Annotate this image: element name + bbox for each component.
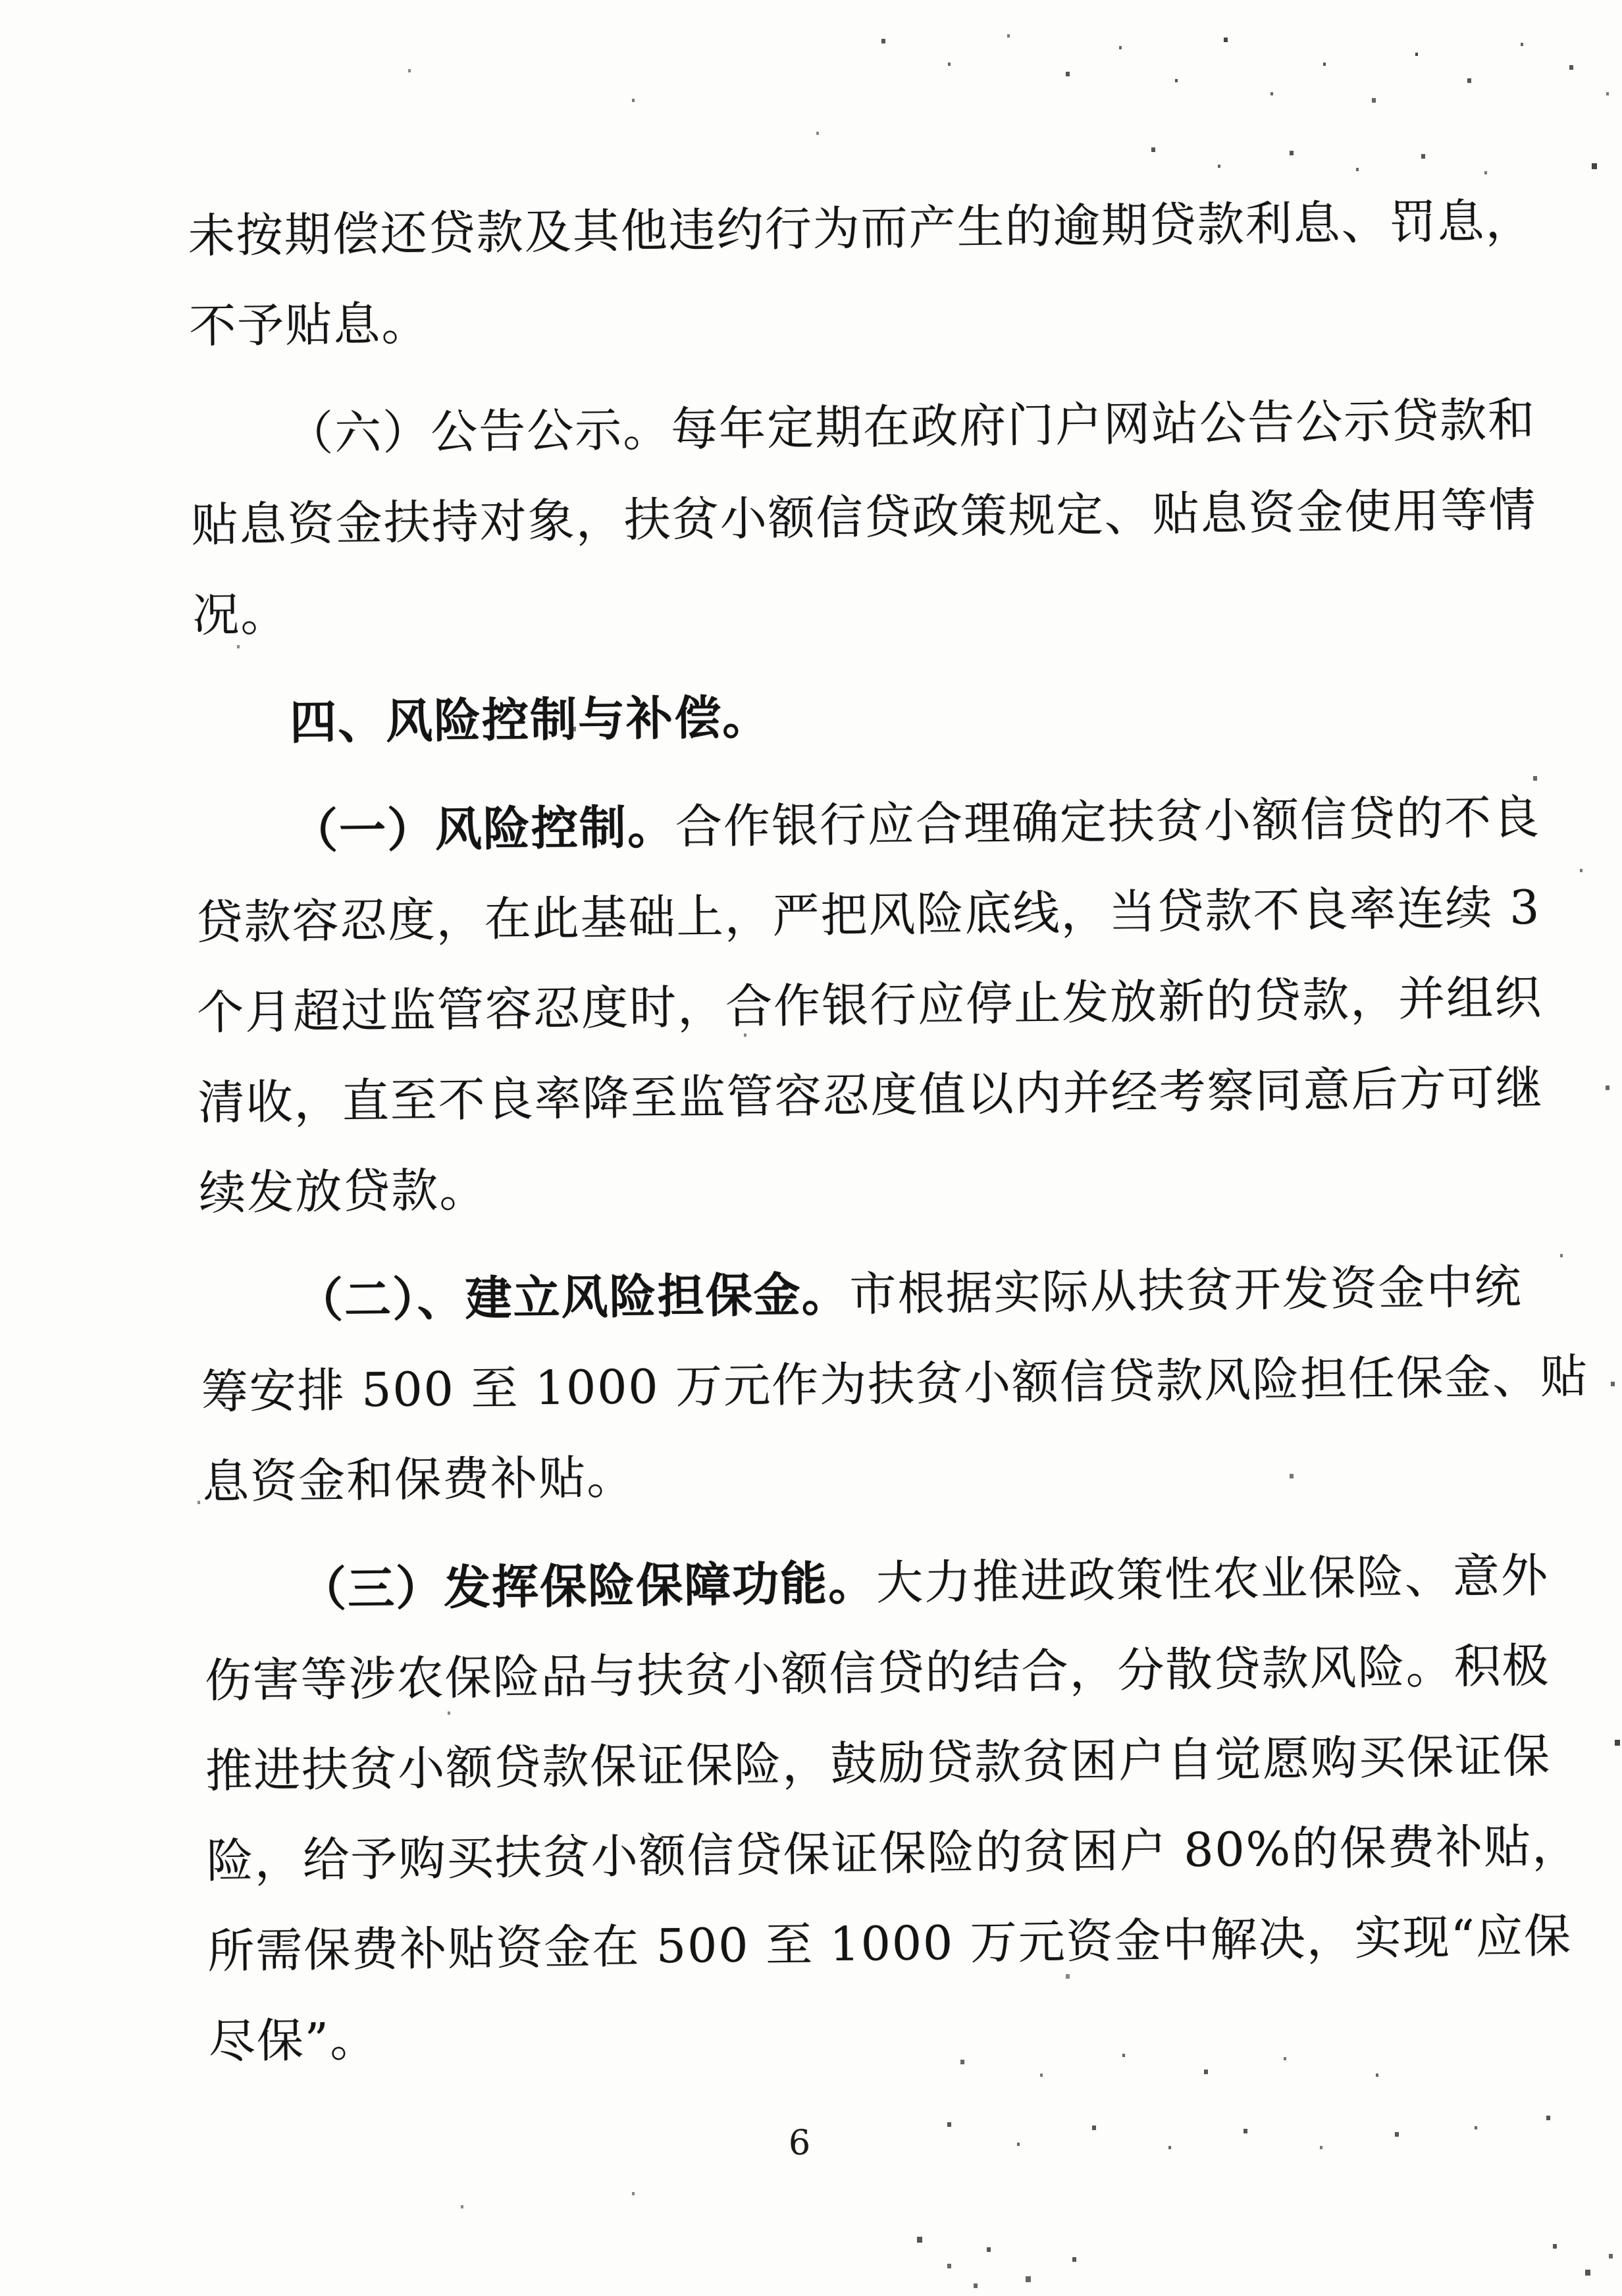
text-line [198, 1134, 1456, 1238]
page-number: 6 [789, 2124, 811, 2163]
paragraph-text: 清收，直至不良率降至监管容忍度值以内并经考察同意后方可继 [197, 1060, 1544, 1130]
paragraph-text: 所需保费补贴资金在 500 至 1000 万元资金中解决，实现“应保 [207, 1908, 1573, 1979]
text-line [207, 1892, 1573, 1996]
text-line [191, 465, 1538, 570]
paragraph-text: 续发放贷款。 [198, 1162, 488, 1220]
paragraph-text: 况。 [192, 587, 289, 642]
paragraph-lead-bold: 四、风险控制与补偿。 [289, 689, 771, 750]
text-line [197, 1043, 1544, 1148]
document-body [188, 176, 1589, 2086]
paragraph-text: 尽保”。 [208, 2012, 379, 2069]
paragraph-text: 伤害等涉农保险品与扶贫小额信贷的结合，分散贷款风险。积极 [204, 1638, 1551, 1708]
paragraph [203, 1531, 1581, 2087]
text-line [194, 773, 1541, 877]
paragraph-text: 筹安排 500 至 1000 万元作为扶贫小额信贷款风险担任保金、贴 [201, 1348, 1589, 1419]
paragraph [188, 176, 1534, 371]
text-line [189, 267, 1447, 371]
paragraph [194, 773, 1544, 1238]
paragraph-text: 市根据实际从扶贫开发资金中统 [849, 1259, 1523, 1322]
text-line [193, 664, 1451, 769]
text-line [190, 375, 1536, 480]
text-line [206, 1802, 1581, 1906]
text-line [201, 1422, 1459, 1527]
paragraph-text: 险，给予购买扶贫小额信贷保证保险的贫困户 80%的保费补贴， [206, 1818, 1581, 1889]
text-line [196, 863, 1541, 968]
paragraph-text: 个月超过监管容忍度时，合作银行应停止发放新的贷款，并组织 [196, 970, 1543, 1040]
text-line [196, 953, 1543, 1058]
paragraph [199, 1242, 1589, 1527]
text-line [208, 1982, 1466, 2087]
text-line [204, 1621, 1551, 1726]
paragraph-text: （六）公告公示。每年定期在政府门户网站公告公示贷款和 [286, 392, 1536, 461]
section-heading [193, 664, 1451, 769]
paragraph-text: 合作银行应合理确定扶贫小额信贷的不良 [675, 789, 1541, 854]
paragraph-lead-bold: （一）风险控制。 [290, 798, 676, 859]
text-line [201, 1332, 1589, 1437]
paragraph-lead-bold: （二）、建立风险担保金。 [296, 1266, 850, 1328]
text-line [188, 176, 1534, 281]
paragraph-text: 息资金和保费补贴。 [201, 1449, 635, 1509]
paragraph-lead-bold: （三）发挥保险保障功能。 [299, 1555, 877, 1617]
paragraph [190, 375, 1538, 660]
text-line [192, 556, 1450, 660]
text-line [203, 1531, 1550, 1636]
paragraph-text: 未按期偿还贷款及其他违约行为而产生的逾期贷款利息、罚息， [188, 193, 1534, 263]
text-line [205, 1711, 1552, 1816]
paragraph-text: 大力推进政策性农业保险、意外 [876, 1548, 1550, 1611]
paragraph-text: 贷款容忍度，在此基础上，严把风险底线，当贷款不良率连续 3 [196, 879, 1541, 950]
paragraph-text: 贴息资金扶持对象，扶贫小额信贷政策规定、贴息资金使用等情 [191, 482, 1538, 552]
text-line [199, 1242, 1523, 1347]
paragraph-text: 不予贴息。 [188, 296, 430, 353]
paragraph-text: 推进扶贫小额贷款保证保险，鼓励贷款贫困户自觉愿购买保证保 [205, 1728, 1552, 1798]
scan-noise-bottom [0, 0, 3, 3]
